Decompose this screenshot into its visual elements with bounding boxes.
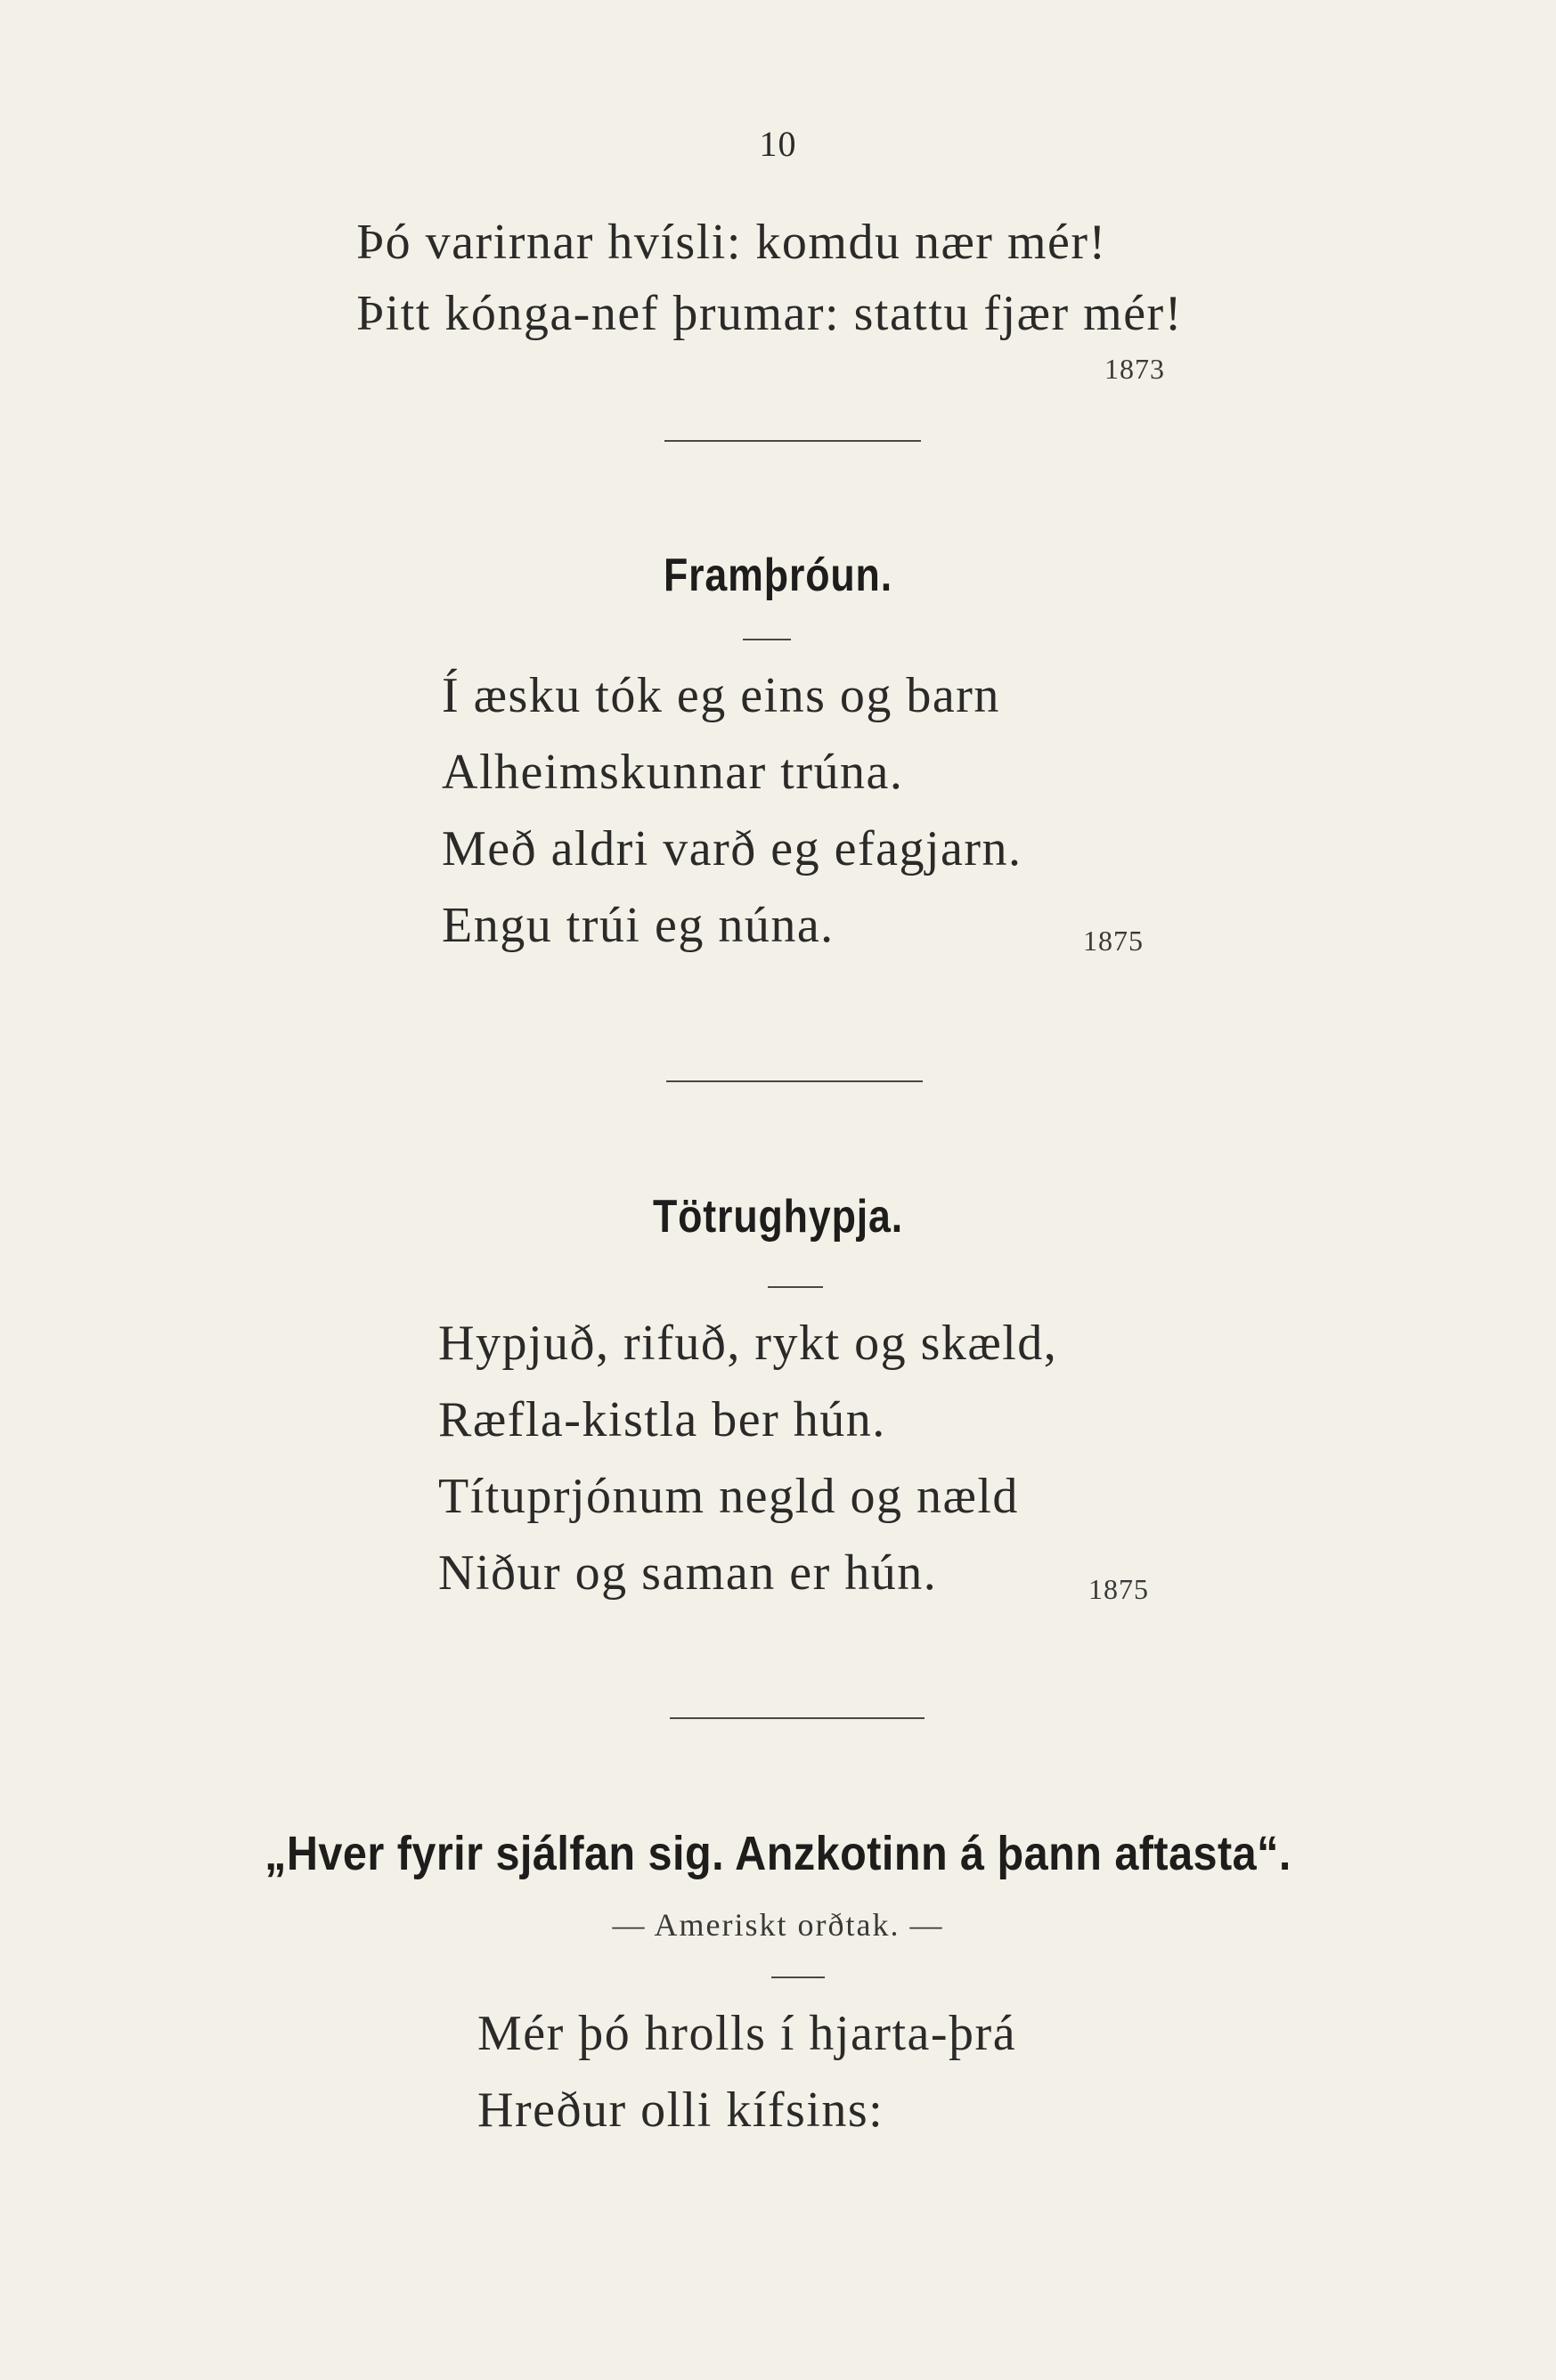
page-number: 10	[759, 124, 797, 164]
poem-4-verse	[477, 1995, 1016, 2148]
poem-1-year: 1873	[1104, 353, 1165, 385]
title-underline	[768, 1286, 823, 1288]
verse-line: Engu trúi eg núna.	[442, 898, 835, 953]
verse-line: Ræfla-kistla ber hún.	[438, 1392, 886, 1447]
poem-3-year: 1875	[1088, 1573, 1149, 1605]
title-underline	[771, 1977, 825, 1978]
poem-4-attribution: — Ameriskt orðtak. —	[612, 1907, 944, 1943]
poem-3-title: Tötrughypja.	[652, 1191, 904, 1243]
verse-line: Títuprjónum negld og næld	[438, 1469, 1019, 1524]
poem-2-year: 1875	[1083, 925, 1144, 957]
verse-line: Mér þó hrolls í hjarta-þrá	[477, 2006, 1017, 2061]
verse-line: Hreður olli kífsins:	[477, 2082, 884, 2138]
section-divider	[670, 1717, 925, 1719]
section-divider	[664, 440, 921, 442]
verse-line: Með aldri varð eg efagjarn.	[442, 821, 1022, 876]
verse-line: Þitt kónga-nef þrumar: stattu fjær mér!	[356, 286, 1183, 341]
poem-3-verse	[438, 1305, 1057, 1611]
verse-line: Alheimskunnar trúna.	[442, 745, 904, 800]
title-underline	[743, 639, 791, 640]
poem-4-title: „Hver fyrir sjálfan sig. Anzkotinn á þann aftasta“.	[265, 1827, 1291, 1880]
verse-line: Hypjuð, rifuð, rykt og skæld,	[438, 1316, 1058, 1371]
verse-line: Í æsku tók eg eins og barn	[442, 668, 1000, 723]
poem-2-verse	[442, 657, 1022, 964]
poem-1-verse	[356, 207, 1183, 349]
section-divider	[666, 1080, 923, 1082]
poem-2-title: Framþróun.	[663, 550, 893, 601]
verse-line: Niður og saman er hún.	[438, 1545, 938, 1601]
verse-line: Þó varirnar hvísli: komdu nær mér!	[356, 215, 1107, 270]
